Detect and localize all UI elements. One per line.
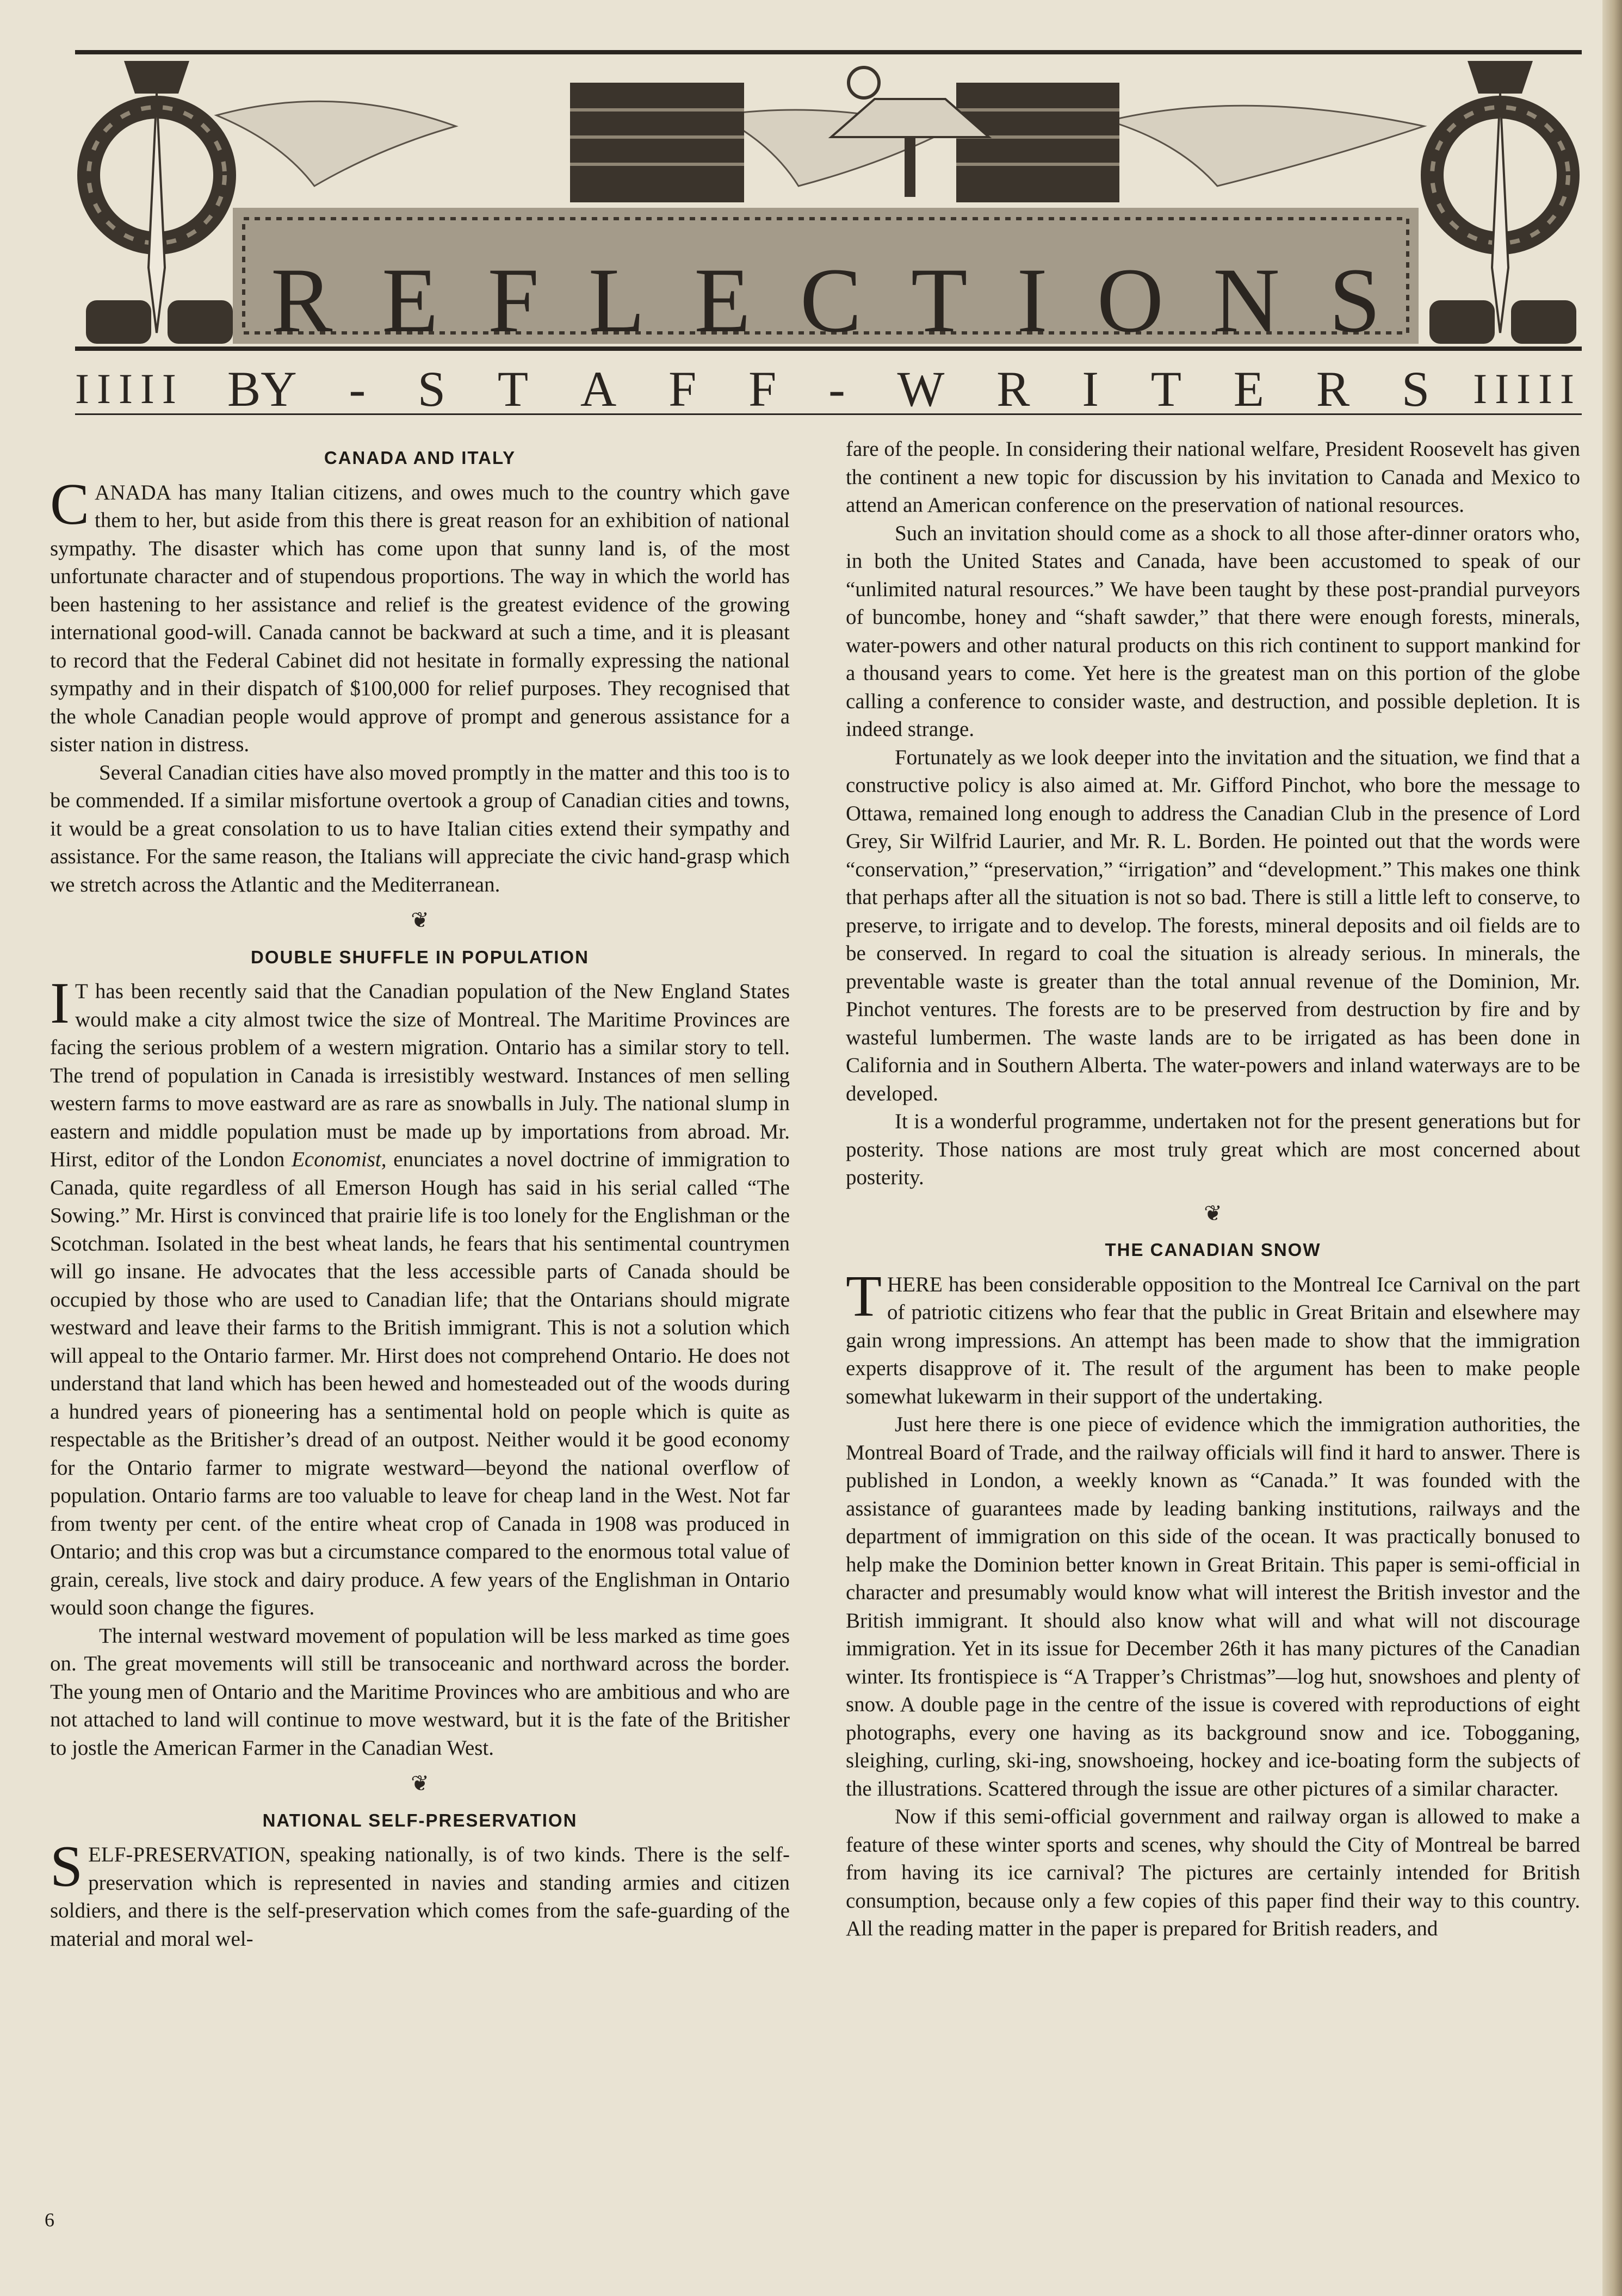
paragraph-text: enunciates a novel doctrine of immigration to Canada, quite regardless of all Emerson Hough has said in his serial called “The Sowing.” Mr. Hirst is convinced that prairie life is too lonely for the Englishman or the Scotchman. Isolated in the best wheat lands, he fears that his sentimental countrymen will go insane. He advocates that the less accessible parts of Canada should be occupied by those who are used to Canadian life; that the Ontarians should migrate westward and leave their farms to the British immigrant. This is not a solution which will appeal to the Ontario farmer. Mr. Hirst does not comprehend Ontario. He does not understand that land which has been hewed and homesteaded out of the woods during a hundred years of pioneering has a sentimental hold on people which is quite as respectable as the Britisher’s dread of an outpost. Neither would it be good economy for the Ontario farmer to migrate westward—beyond the national overflow of population. Ontario farms are too valuable to leave for cheap land in the West. Not far from twenty per cent. of the entire wheat crop of Canada in 1908 was produced in Ontario; and this crop was but a circumstance compared to the enormous total value of grain, cereals, live stock and dairy produce. A few years of the Englishman in Ontario would soon change the figures. [50,1148,790,1619]
paragraph-text: ANADA has many Italian citizens, and owes much to the country which gave them to her, but aside from this there is great reason for an exhibition of national sympathy. The disaster which has come upon that sunny land is, of the most unfortunate character and of stupendous proportions. The way in which the world has been hastening to her assistance and relief is the greatest evidence of the growing international good-will. Canada cannot be backward at such a time, and it is pleasant to record that the Federal Cabinet did not hesitate in formally expressing the national sympathy and in their dispatch of $100,000 for relief purposes. They recognised that the whole Canadian people would approve of prompt and generous assistance for a sister nation in distress. [50,480,790,756]
article-paragraph [50,1834,790,1953]
title-letter: O [1097,249,1164,351]
article-paragraph: The internal westward movement of population will be less marked as time goes on. The great movements will still be transoceanic and northward across the border. The young men of Ontario and the Maritime Provinces who are ambitious and who are not attached to land will continue to move westward, but it is the fate of the Britisher to jostle the American Farmer in the Canadian West. [50,1624,790,1760]
paragraph-text: HERE has been considerable opposition to the Montreal Ice Carnival on the part of patriotic citizens who fear that the public in Great Britain and elsewhere may gain wrong impressions. An attempt has been made to show that the immigration experts disapprove of it. The result of the argument has been to make people somewhat lukewarm in their support of the undertaking. [846,1272,1580,1408]
article-paragraph [846,1264,1580,1411]
byline-staff-writers [75,362,1582,416]
title-letter: E [694,249,751,351]
page-edge-shadow [1602,0,1622,2296]
byline-letter: E [1233,361,1264,417]
paragraph-text: T has been recently said that the Canadian population of the New England States would make a city almost twice the size of Montreal. The Maritime Provinces are facing the serious problem of a western migration. Ontario has a similar story to tell. The trend of population in Canada is irresistibly westward. Instances of men selling western farms to move eastward are as rare as snowballs in July. The national slump in eastern and middle population must be made up by importations from abroad. Mr. Hirst, editor of the London [50,980,790,1171]
article-heading-canadian-snow: THE CANADIAN SNOW [1105,1240,1321,1260]
byline-separator: - [349,361,366,417]
byline-letter: S [417,361,446,417]
title-letter: L [588,249,645,351]
dropcap: I [50,971,70,1036]
section-ornament: ❦ [411,1771,429,1796]
byline-letter: R [996,361,1030,417]
byline-letter: S [1401,361,1430,417]
dropcap: S [50,1834,83,1899]
byline-letter: W [897,361,945,417]
section-ornament: ❦ [411,908,429,932]
article-paragraph: Several Canadian cities have also moved promptly in the matter and this too is to be commended. If a similar misfortune overtook a group of Canadian cities and towns, it would be a great consolation to us to have Italian cities extend their sympathy and assistance. For the same reason, the Italians will appreciate the civic hand-grasp which we stretch across the Atlantic and the Mediterranean. [50,760,790,896]
paragraph-text: ELF-PRESERVATION, speaking nationally, is of two kinds. There is the self-preservation which is represented in navies and standing armies and citizen soldiers, and there is the self-preservation which comes from the safe-guarding of the material and moral wel- [50,1843,790,1951]
byline-word: BY [227,361,297,417]
title-letter: N [1213,249,1280,351]
article-heading-canada-italy: CANADA AND ITALY [324,448,516,468]
title-letter: F [487,249,540,351]
article-paragraph: fare of the people. In considering their national welfare, President Roosevelt has given the continent a new topic for discussion by his invitation to Canada and Mexico to attend an American conference on the preservation of national resources. [846,437,1580,517]
article-paragraph [50,472,790,759]
right-column [846,435,1580,1943]
article-paragraph: Just here there is one piece of evidence which the immigration authorities, the Montreal Board of Trade, and the railway officials will find it hard to answer. There is published in London, a weekly known as “Canada.” It was founded with the assistance of guarantees made by leading banking institutions, railways and the department of immigration on this side of the ocean. It was practically bonused to help make the Dominion better known in Great Britain. This paper is semi-official in character and presumably would know what will interest the British investor and the British immigrant. It should also know what will and what will not discourage immigration. Yet in its issue for December 26th it has many pictures of the Canadian winter. Its frontispiece is “A Trapper’s Christmas”—log hut, snowshoes and plenty of snow. A double page in the centre of the issue is covered with reproductions of eight photographs, every one having as its background snow and ice. Tobogganing, sleighing, curling, ski-ing, snowshoeing, hockey and ice-boating form the subjects of the illustrations. Scattered through the issue are other pictures of a similar character. [846,1413,1580,1800]
title-letter: T [911,249,968,351]
byline-letter: F [748,361,777,417]
byline-bars-right: IIIII [1473,365,1582,412]
title-letter: E [382,249,438,351]
byline-separator: - [828,361,845,417]
article-paragraph: It is a wonderful programme, undertaken not for the present generations but for posterity. Those nations are most truly great which are most concerned about posterity. [846,1110,1580,1189]
title-letter: C [800,249,862,351]
byline-text [184,360,1473,418]
title-letter: S [1329,249,1380,351]
left-column [50,435,790,1953]
page-number: 6 [45,2209,54,2231]
byline-letter: T [1150,361,1181,417]
dropcap: C [50,472,90,537]
section-ornament: ❦ [1204,1200,1222,1226]
article-paragraph [50,971,790,1622]
byline-letter: A [580,361,617,417]
byline-letter: R [1316,361,1350,417]
title-letter: R [271,249,333,351]
dropcap: T [846,1264,882,1329]
article-heading-self-preservation: NATIONAL SELF-PRESERVATION [262,1810,578,1830]
italic-publication-name: Economist, [292,1148,387,1171]
reflections-header-banner [75,50,1582,355]
article-paragraph: Such an invitation should come as a shock to all those after-dinner orators who, in both the United States and Canada, have been accustomed to speak of our “unlimited natural resources.” We have been taught by these post-prandial purveyors of buncombe, honey and “shaft sawder,” that there were enough forests, minerals, water-powers and other natural products on this rich continent to support mankind for a thousand years to come. Yet here is the greatest man on this portion of the globe calling a conference to consider waste, and destruction, and possible depletion. It is indeed strange. [846,521,1580,741]
byline-bars-left: IIIII [75,365,184,412]
title-letter: I [1017,249,1048,351]
byline-letter: I [1082,361,1099,417]
byline-letter: T [497,361,529,417]
article-heading-double-shuffle: DOUBLE SHUFFLE IN POPULATION [251,946,589,967]
article-paragraph: Now if this semi-official government and railway organ is allowed to make a feature of these winter sports and scenes, why should the City of Montreal be barred from having its ice carnival? The pictures are certainly intended for British consumption, because only a few copies of this paper find their way to this country. All the reading matter in the paper is prepared for British readers, and [846,1805,1580,1940]
header-rule [75,413,1582,415]
byline-letter: F [668,361,697,417]
article-paragraph: Fortunately as we look deeper into the invitation and the situation, we find that a constructive policy is also aimed at. Mr. Gifford Pinchot, who bore the message to Ottawa, remained long enough to address the Canadian Club in the presence of Lord Grey, Sir Wilfrid Laurier, and Mr. R. L. Borden. He pointed out that the words were “conservation,” “preservation,” “irrigation” and “development.” This makes one think that perhaps after all the situation is not so bad. There is still a little left to conserve, to preserve, to irrigate and to develop. The forests, mineral deposits and oil fields are to be conserved. In regard to coal the situation is already serious. In minerals, the preventable waste is greater than the total annual revenue of the Dominion, Mr. Pinchot ventures. The forests are to be preserved from destruction by fire and by wasteful lumbermen. The waste lands are to be irrigated as has been done in California and in Southern Alberta. The water-powers and inland waterways are to be developed. [846,745,1580,1105]
